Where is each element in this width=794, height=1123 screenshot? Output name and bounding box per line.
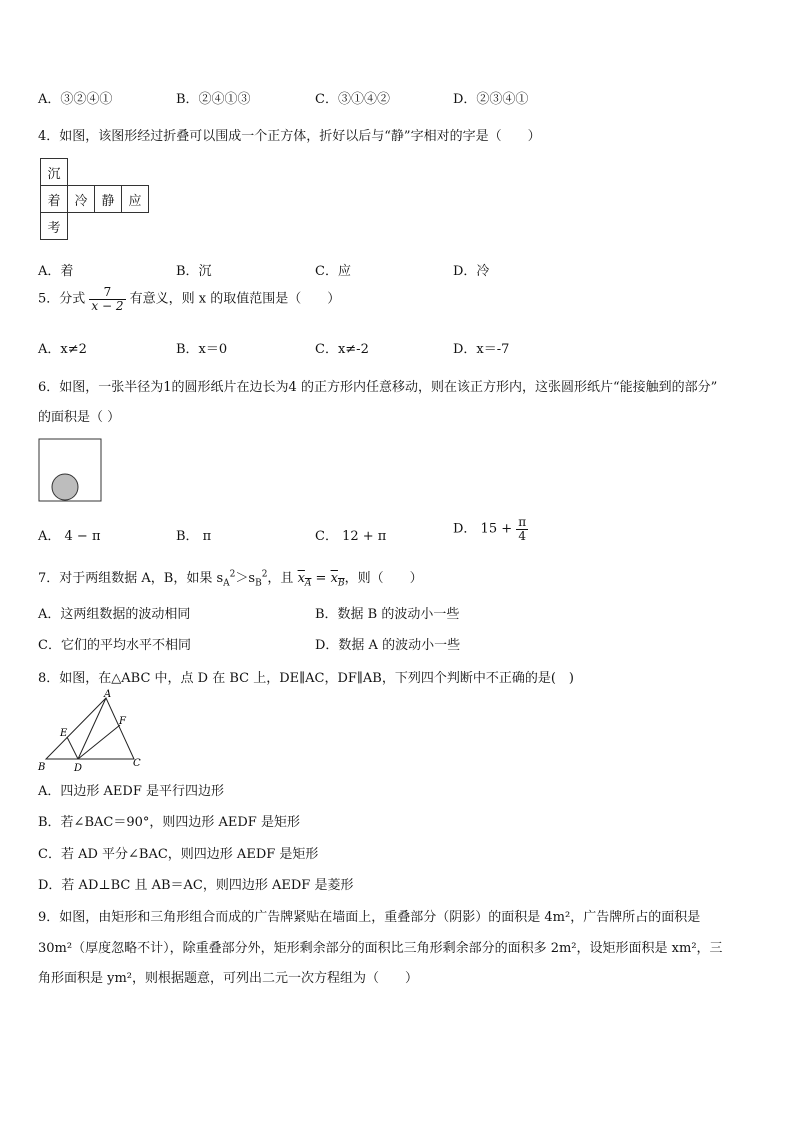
q6-stem-line1: 6．如图，一张半径为1的圆形纸片在边长为4 的正方形内任意移动，则在该正方形内，这张圆形纸片“能接触到的部分”: [38, 380, 718, 395]
q6-option-a: A． 4 − π: [38, 529, 101, 544]
net-cell: 着: [41, 186, 68, 213]
label-d: D: [74, 763, 83, 774]
q6-stem-line2: 的面积是（ ）: [38, 410, 121, 425]
q5-option-d: D．x＝-7: [453, 342, 510, 357]
q5-option-c: C．x≠-2: [315, 342, 369, 357]
q7-sub-b: B: [255, 578, 262, 589]
q7-and: ，且: [267, 571, 294, 586]
q7-option-c: C．它们的平均水平不相同: [38, 638, 191, 653]
q5-stem: [38, 286, 340, 312]
q4-cube-net: [40, 158, 149, 240]
q5-option-b: B．x＝0: [176, 342, 228, 357]
q6-option-d-fraction: [516, 516, 528, 542]
q9-stem-line1: 9．如图，由矩形和三角形组合而成的广告牌紧贴在墙面上，重叠部分（阴影）的面积是 4m²，广告牌所占的面积是: [38, 910, 701, 925]
q9-stem-line3: 角形面积是 ym²，则根据题意，可列出二元一次方程组为（ ）: [38, 971, 419, 986]
q3-option-d: D．②③④①: [453, 92, 529, 107]
q8-stem: 8．如图，在△ABC 中，点 D 在 BC 上，DE∥AC，DF∥AB，下列四个判断中不正确的是( ): [38, 671, 575, 686]
q6-square-circle-figure: [38, 438, 104, 504]
net-cell: 应: [122, 186, 149, 213]
frac-num: π: [518, 515, 527, 529]
q6-option-d: [453, 516, 528, 542]
label-c: C: [133, 758, 141, 769]
q7-mean-a: $x_A$: [297, 571, 312, 589]
q7-sub-a: A: [223, 578, 230, 589]
label-e: E: [60, 728, 68, 739]
circle-shape: [52, 474, 78, 500]
frac-den: 4: [516, 529, 528, 543]
segment-de: [67, 737, 78, 759]
q4-option-a: A．着: [38, 264, 74, 279]
q7-sup: 2: [261, 569, 268, 580]
q7-stem-suffix: ，则（ ）: [344, 571, 423, 586]
label-f: F: [119, 716, 126, 727]
q4-option-b: B．沉: [176, 264, 212, 279]
q7-stem: [38, 567, 423, 589]
q4-option-c: C．应: [315, 264, 351, 279]
q7-stem-prefix: 7．对于两组数据 A，B，如果 s: [38, 571, 224, 586]
q6-option-d-prefix: D． 15 +: [453, 521, 513, 537]
q7-option-d: D．数据 A 的波动小一些: [315, 638, 461, 653]
q8-option-d: D．若 AD⊥BC 且 AB＝AC，则四边形 AEDF 是菱形: [38, 878, 354, 893]
q7-sup: 2: [229, 569, 236, 580]
q9-stem-line2: 30m²（厚度忽略不计），除重叠部分外，矩形剩余部分的面积比三角形剩余部分的面积多 2m²，设矩形面积是 xm²，三: [38, 941, 723, 956]
net-cell: 冷: [68, 186, 95, 213]
q4-stem: 4．如图，该图形经过折叠可以围成一个正方体，折好以后与“静”字相对的字是（ ）: [38, 129, 541, 144]
label-a: A: [104, 689, 112, 700]
q8-option-c: C．若 AD 平分∠BAC，则四边形 AEDF 是矩形: [38, 847, 319, 862]
q7-option-a: A．这两组数据的波动相同: [38, 607, 191, 622]
q7-option-b: B．数据 B 的波动小一些: [315, 607, 460, 622]
q8-option-b: B．若∠BAC＝90°，则四边形 AEDF 是矩形: [38, 815, 300, 830]
segment-df: [78, 725, 120, 759]
q6-option-c: C． 12 + π: [315, 529, 387, 544]
net-cell: 沉: [41, 159, 68, 186]
q7-eq: =: [311, 571, 331, 586]
q5-frac-num: 7: [103, 285, 112, 299]
q8-option-a: A．四边形 AEDF 是平行四边形: [38, 784, 224, 799]
q5-option-a: A．x≠2: [38, 342, 87, 357]
q5-stem-suffix: 有意义，则 x 的取值范围是（ ）: [129, 291, 341, 307]
q8-triangle-figure: [36, 688, 148, 774]
q5-stem-prefix: 5．分式: [38, 291, 86, 307]
q4-option-d: D．冷: [453, 264, 490, 279]
net-cell: 考: [41, 213, 68, 240]
label-b: B: [38, 762, 46, 773]
net-cell: 静: [95, 186, 122, 213]
q5-fraction: [89, 286, 125, 312]
segment-ad: [78, 698, 106, 759]
q3-option-c: C．③①④②: [315, 92, 390, 107]
q7-mean-b: $x_B$: [330, 571, 345, 589]
q6-option-b: B． π: [176, 529, 212, 544]
q3-option-a: A．③②④①: [38, 92, 113, 107]
q7-gt: ＞s: [235, 571, 256, 586]
q3-option-b: B．②④①③: [176, 92, 251, 107]
q5-frac-den: x − 2: [91, 298, 124, 313]
